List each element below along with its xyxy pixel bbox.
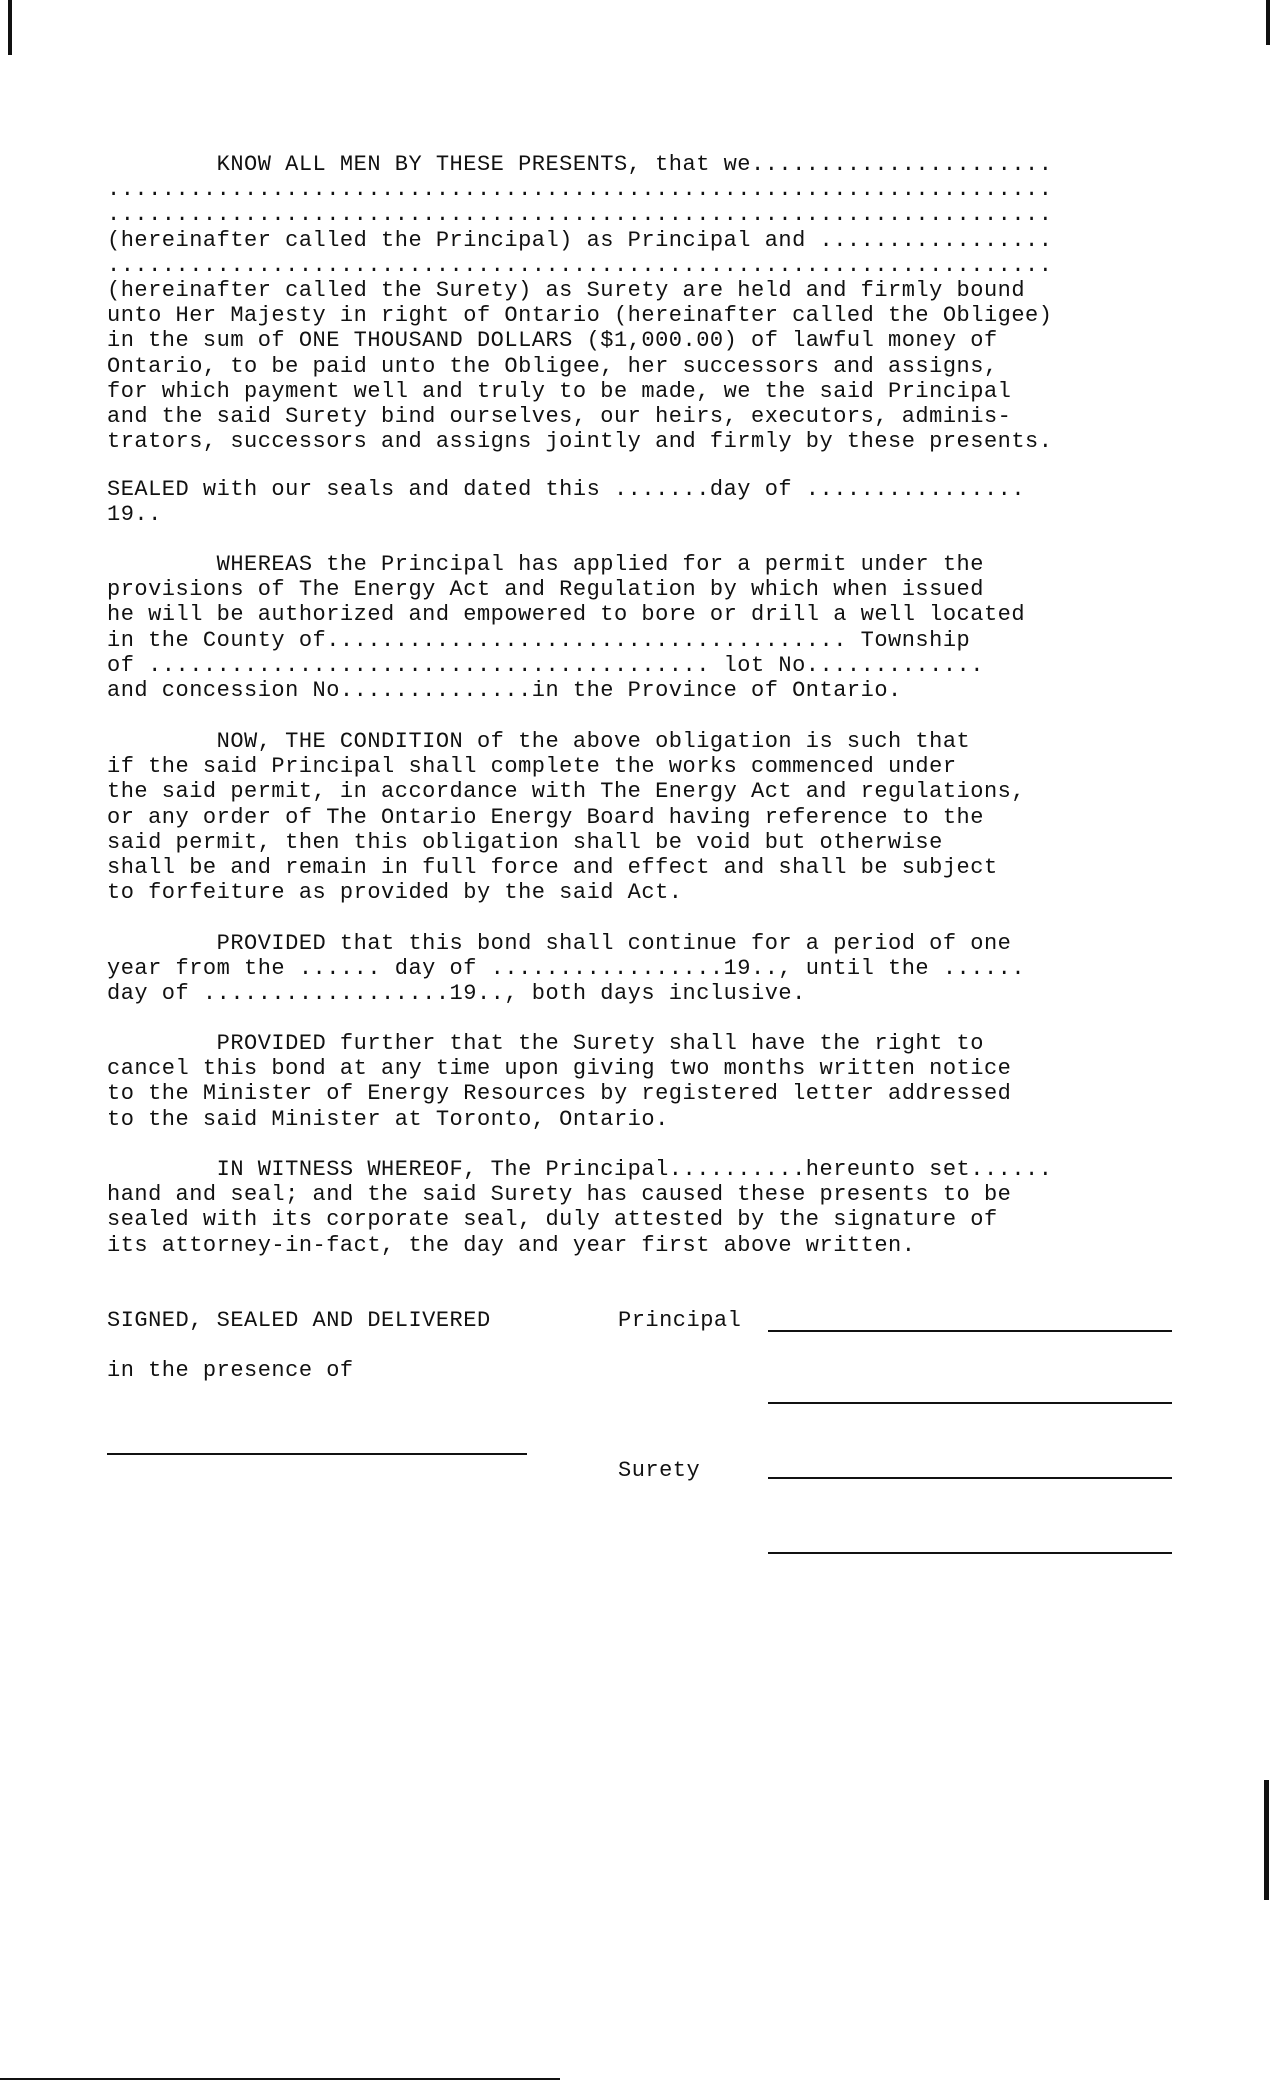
text-line-presents: Ontario, to be paid unto the Obligee, her successors and assigns, bbox=[107, 353, 998, 379]
text-line-presents: (hereinafter called the Principal) as Principal and ................. bbox=[107, 227, 1053, 253]
principal-signature-line[interactable] bbox=[768, 1330, 1172, 1332]
surety-label: Surety bbox=[618, 1458, 701, 1483]
text-line-provided: PROVIDED that this bond shall continue for a period of one bbox=[107, 931, 1012, 956]
scan-edge-right bbox=[1266, 0, 1270, 45]
text-line-provided-further: to the said Minister at Toronto, Ontario. bbox=[107, 1106, 669, 1132]
surety-second-signature-line[interactable] bbox=[768, 1552, 1172, 1554]
text-line-provided: day of ..................19.., both days inclusive. bbox=[107, 981, 806, 1007]
presence-label: in the presence of bbox=[107, 1358, 354, 1383]
text-line-whereas: and concession No..............in the Province of Ontario. bbox=[107, 678, 902, 703]
scan-edge-left bbox=[8, 0, 12, 55]
witness-signature-line[interactable] bbox=[107, 1453, 527, 1455]
text-line-whereas: WHEREAS the Principal has applied for a permit under the bbox=[107, 552, 984, 577]
text-line-presents: and the said Surety bind ourselves, our heirs, executors, adminis- bbox=[107, 404, 1012, 429]
surety-signature-line[interactable] bbox=[768, 1477, 1172, 1479]
principal-second-signature-line[interactable] bbox=[768, 1402, 1172, 1404]
text-line-condition: NOW, THE CONDITION of the above obligation is such that bbox=[107, 729, 971, 754]
text-line-provided-further: cancel this bond at any time upon giving two months written notice bbox=[107, 1056, 1012, 1082]
text-line-presents: unto Her Majesty in right of Ontario (hereinafter called the Obligee) bbox=[107, 303, 1053, 329]
text-line-provided-further: PROVIDED further that the Surety shall have the right to bbox=[107, 1031, 984, 1056]
text-line-whereas: in the County of...................................... Township bbox=[107, 627, 971, 653]
text-line-condition: said permit, then this obligation shall be void but otherwise bbox=[107, 829, 943, 855]
text-line-condition: or any order of The Ontario Energy Board having reference to the bbox=[107, 804, 984, 830]
scan-edge-right-lower bbox=[1264, 1780, 1269, 1900]
text-line-condition: to forfeiture as provided by the said Act. bbox=[107, 880, 683, 906]
text-line-witness: hand and seal; and the said Surety has caused these presents to be bbox=[107, 1182, 1012, 1208]
text-line-presents: KNOW ALL MEN BY THESE PRESENTS, that we...................... bbox=[107, 152, 1053, 177]
text-line-provided: year from the ...... day of .................19.., until the ...... bbox=[107, 956, 1026, 982]
text-line-presents: (hereinafter called the Surety) as Surety are held and firmly bound bbox=[107, 278, 1026, 303]
text-line-condition: the said permit, in accordance with The Energy Act and regulations, bbox=[107, 779, 1026, 805]
text-line-whereas: he will be authorized and empowered to bore or drill a well located bbox=[107, 602, 1026, 628]
text-line-whereas: of ......................................... lot No............. bbox=[107, 652, 984, 678]
text-line-presents: for which payment well and truly to be made, we the said Principal bbox=[107, 378, 1012, 404]
text-line-sealed: SEALED with our seals and dated this .......day of ................ bbox=[107, 477, 1026, 502]
scan-edge-bottom bbox=[0, 2078, 560, 2080]
text-line-whereas: provisions of The Energy Act and Regulation by which when issued bbox=[107, 577, 984, 603]
text-line-presents: ..................................................................... bbox=[107, 202, 1053, 228]
text-line-presents: trators, successors and assigns jointly and firmly by these presents. bbox=[107, 429, 1053, 455]
text-line-condition: shall be and remain in full force and effect and shall be subject bbox=[107, 855, 998, 880]
text-line-condition: if the said Principal shall complete the works commenced under bbox=[107, 754, 957, 780]
text-line-presents: ..................................................................... bbox=[107, 252, 1053, 278]
text-line-presents: ..................................................................... bbox=[107, 177, 1053, 203]
principal-label: Principal bbox=[618, 1308, 742, 1333]
signed-sealed-label: SIGNED, SEALED AND DELIVERED bbox=[107, 1308, 491, 1333]
text-line-witness: its attorney-in-fact, the day and year first above written. bbox=[107, 1232, 916, 1258]
text-line-sealed: 19.. bbox=[107, 502, 162, 528]
text-line-witness: sealed with its corporate seal, duly attested by the signature of bbox=[107, 1207, 998, 1233]
text-line-presents: in the sum of ONE THOUSAND DOLLARS ($1,000.00) of lawful money of bbox=[107, 328, 998, 354]
text-line-witness: IN WITNESS WHEREOF, The Principal..........hereunto set...... bbox=[107, 1157, 1053, 1182]
text-line-provided-further: to the Minister of Energy Resources by registered letter addressed bbox=[107, 1081, 1012, 1107]
